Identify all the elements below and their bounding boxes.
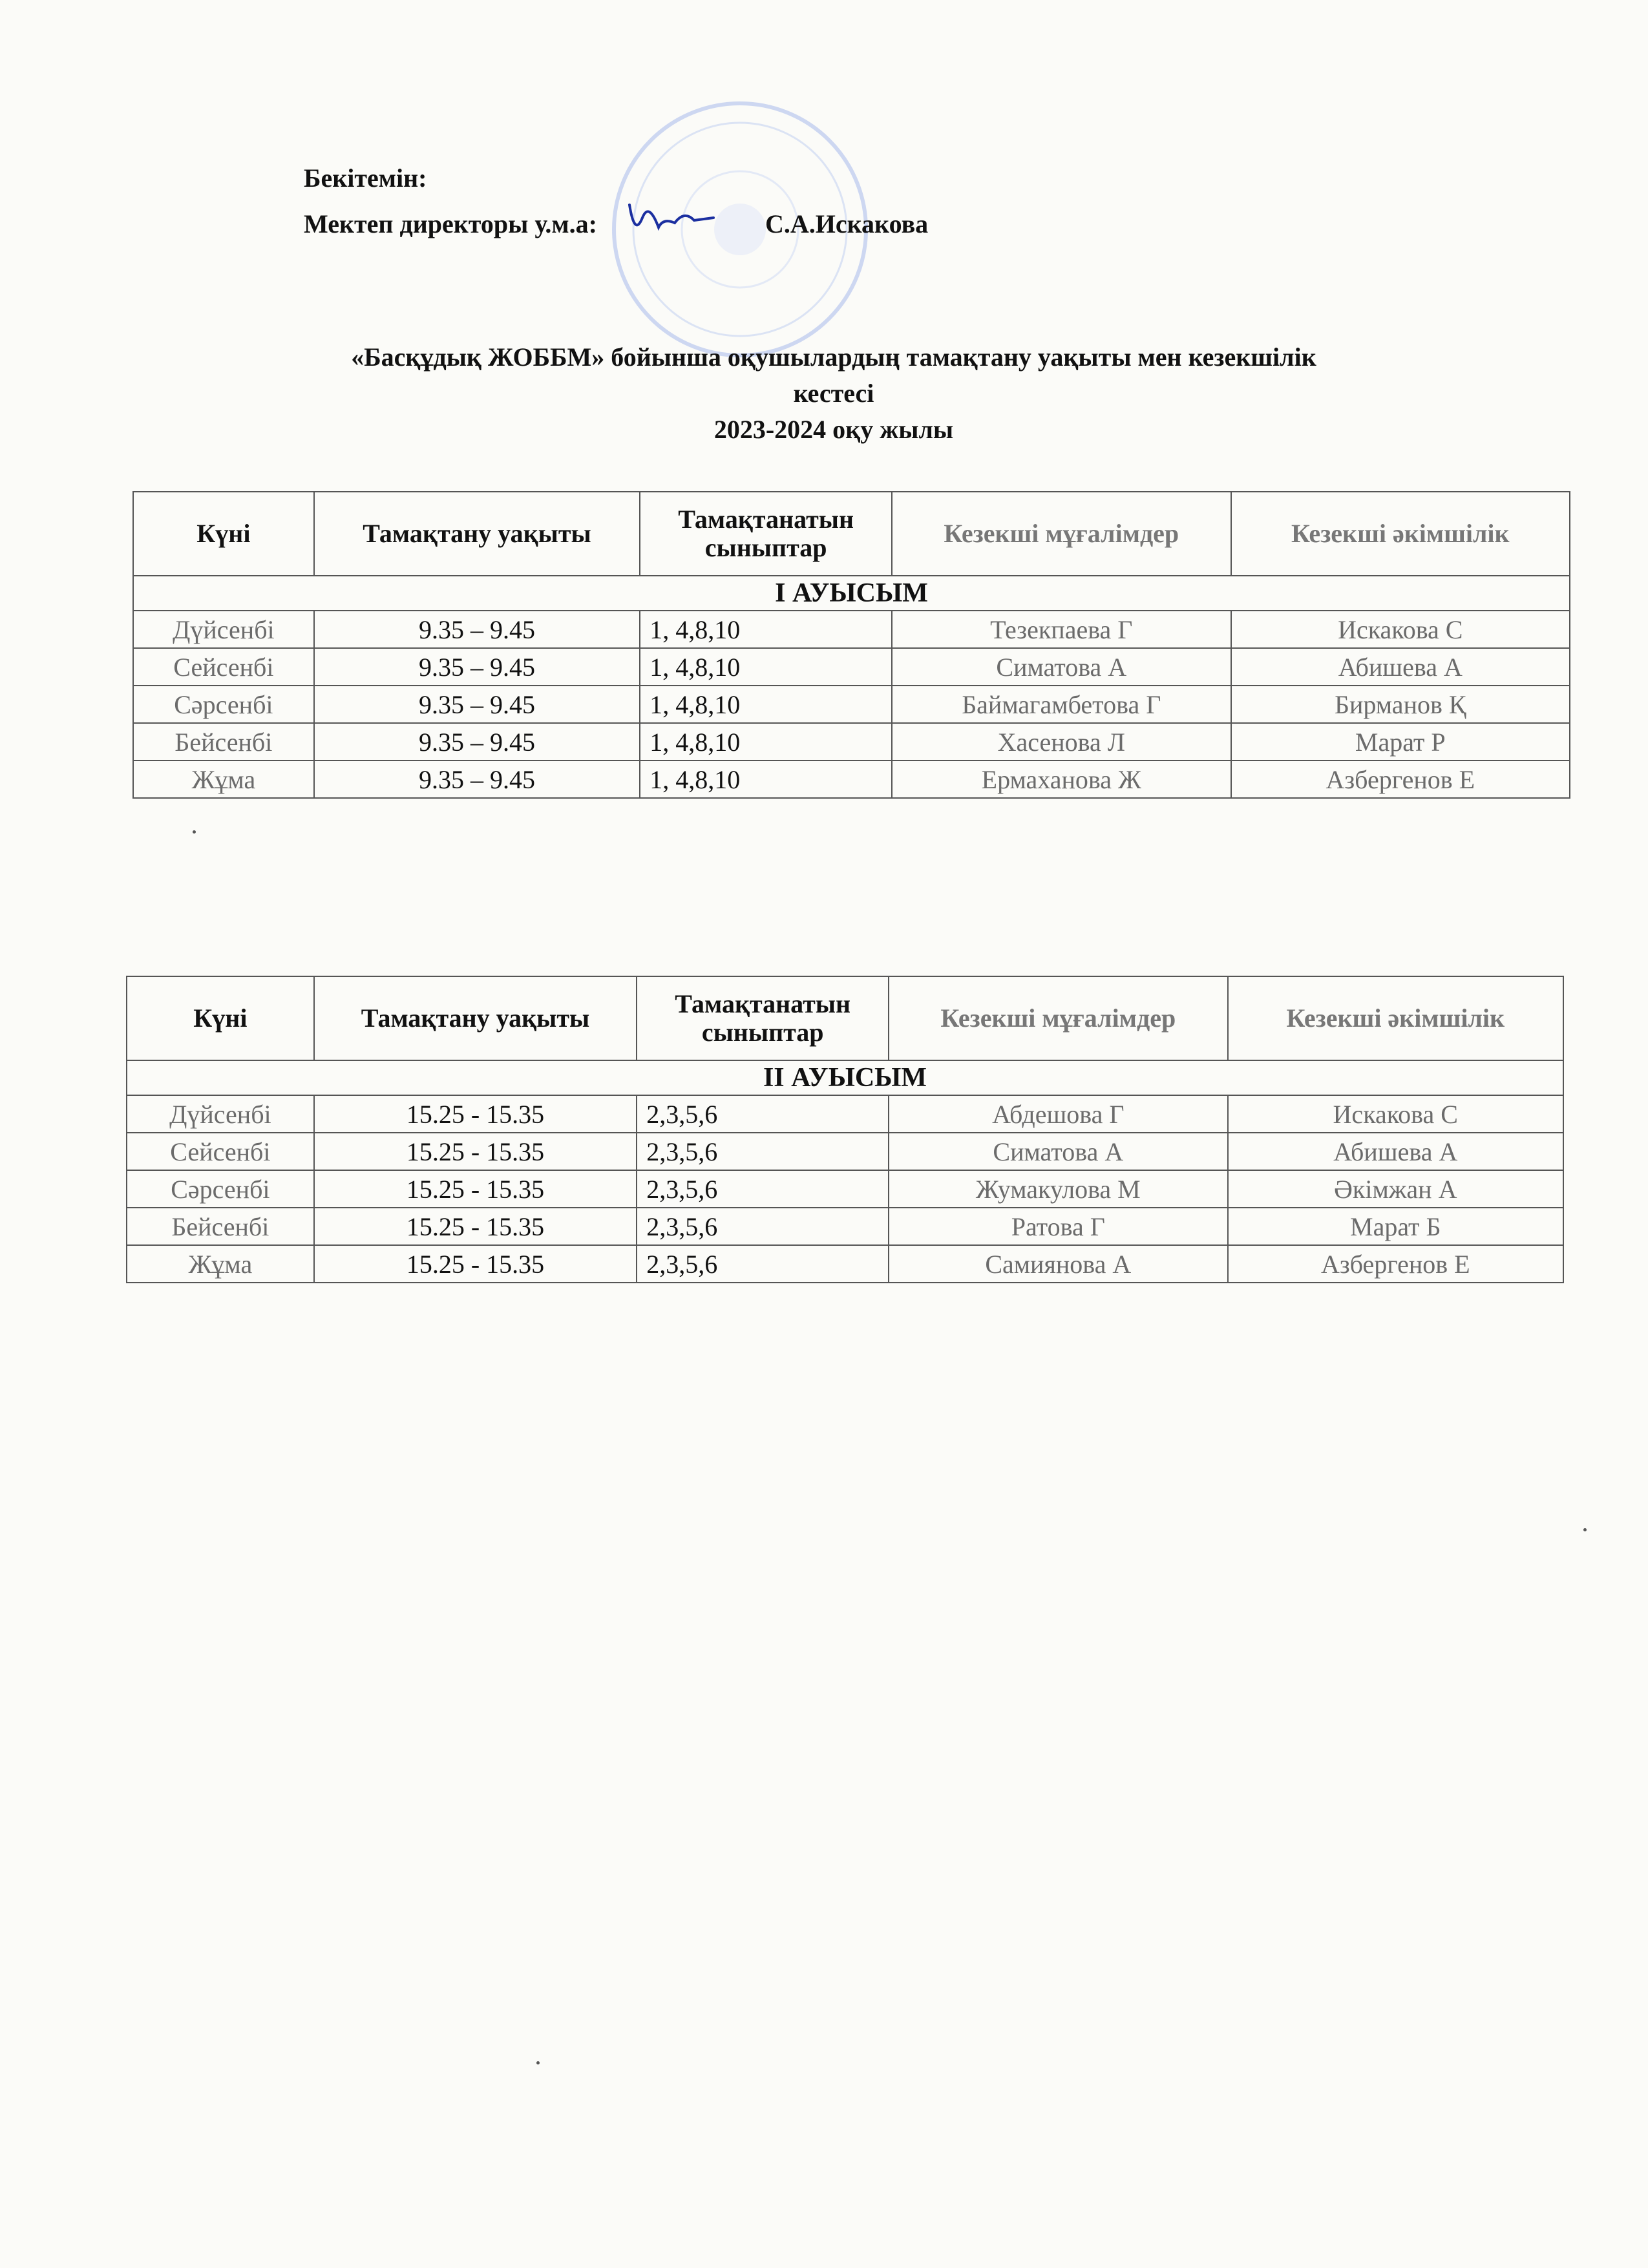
- cell-time: 9.35 – 9.45: [314, 761, 640, 798]
- cell-time: 15.25 - 15.35: [314, 1095, 637, 1133]
- cell-time: 9.35 – 9.45: [314, 723, 640, 761]
- cell-classes: 1, 4,8,10: [640, 648, 892, 686]
- cell-teacher: Ратова Г: [889, 1208, 1227, 1245]
- cell-time: 9.35 – 9.45: [314, 686, 640, 723]
- cell-day: Сәрсенбі: [127, 1170, 314, 1208]
- cell-classes: 1, 4,8,10: [640, 611, 892, 648]
- shift-label-row: [133, 576, 1570, 611]
- cell-admin: Бирманов Қ: [1231, 686, 1570, 723]
- col-teachers: Кезекші мұғалімдер: [889, 976, 1227, 1060]
- document-title: [129, 339, 1538, 448]
- cell-teacher: Симатова А: [892, 648, 1231, 686]
- approval-label: Бекітемін:: [304, 163, 427, 193]
- cell-time: 15.25 - 15.35: [314, 1245, 637, 1283]
- cell-classes: 2,3,5,6: [637, 1170, 889, 1208]
- table-row: [127, 1133, 1563, 1170]
- cell-teacher: Абдешова Г: [889, 1095, 1227, 1133]
- col-classes: Тамақтанатын сыныптар: [640, 492, 892, 576]
- cell-time: 15.25 - 15.35: [314, 1133, 637, 1170]
- cell-teacher: Ермаханова Ж: [892, 761, 1231, 798]
- cell-day: Бейсенбі: [133, 723, 314, 761]
- col-time: Тамақтану уақыты: [314, 976, 637, 1060]
- cell-classes: 1, 4,8,10: [640, 761, 892, 798]
- schedule-table-shift-1: [132, 491, 1570, 799]
- cell-admin: Әкімжан А: [1228, 1170, 1563, 1208]
- cell-admin: Абишева А: [1231, 648, 1570, 686]
- col-admin: Кезекші әкімшілік: [1231, 492, 1570, 576]
- cell-classes: 2,3,5,6: [637, 1133, 889, 1170]
- scan-speck: [1583, 1528, 1587, 1531]
- cell-admin: Азбергенов Е: [1231, 761, 1570, 798]
- title-line-1: «Басқұдық ЖОББМ» бойынша оқушылардың тамақтану уақыты мен кезекшілік: [351, 342, 1316, 372]
- col-classes: Тамақтанатын сыныптар: [637, 976, 889, 1060]
- cell-day: Жұма: [127, 1245, 314, 1283]
- schedule-table-shift-2: [126, 976, 1564, 1283]
- cell-day: Дүйсенбі: [127, 1095, 314, 1133]
- cell-time: 15.25 - 15.35: [314, 1170, 637, 1208]
- table-header: [127, 976, 1563, 1060]
- cell-admin: Марат Б: [1228, 1208, 1563, 1245]
- cell-day: Сәрсенбі: [133, 686, 314, 723]
- cell-classes: 2,3,5,6: [637, 1095, 889, 1133]
- cell-day: Бейсенбі: [127, 1208, 314, 1245]
- cell-admin: Абишева А: [1228, 1133, 1563, 1170]
- table-row: [127, 1170, 1563, 1208]
- table-row: [133, 761, 1570, 798]
- shift-label: ІІ АУЫСЫМ: [127, 1060, 1563, 1095]
- approval-block: [304, 158, 928, 250]
- cell-classes: 1, 4,8,10: [640, 723, 892, 761]
- cell-classes: 2,3,5,6: [637, 1245, 889, 1283]
- table-row: [127, 1245, 1563, 1283]
- cell-time: 9.35 – 9.45: [314, 648, 640, 686]
- cell-teacher: Симатова А: [889, 1133, 1227, 1170]
- cell-admin: Азбергенов Е: [1228, 1245, 1563, 1283]
- table-header: [133, 492, 1570, 576]
- cell-admin: Искакова С: [1228, 1095, 1563, 1133]
- table-row: [127, 1208, 1563, 1245]
- director-title: Мектеп директоры у.м.а:: [304, 209, 597, 238]
- table-row: [133, 686, 1570, 723]
- cell-teacher: Тезекпаева Г: [892, 611, 1231, 648]
- cell-admin: Искакова С: [1231, 611, 1570, 648]
- table-row: [127, 1095, 1563, 1133]
- col-day: Күні: [127, 976, 314, 1060]
- cell-teacher: Хасенова Л: [892, 723, 1231, 761]
- table-row: [133, 723, 1570, 761]
- col-teachers: Кезекші мұғалімдер: [892, 492, 1231, 576]
- cell-classes: 2,3,5,6: [637, 1208, 889, 1245]
- cell-teacher: Жумакулова М: [889, 1170, 1227, 1208]
- title-line-2: кестесі: [793, 379, 874, 408]
- scan-speck: [536, 2061, 540, 2064]
- table-row: [133, 648, 1570, 686]
- signature-icon: [623, 192, 720, 244]
- cell-admin: Марат Р: [1231, 723, 1570, 761]
- cell-day: Сейсенбі: [133, 648, 314, 686]
- cell-day: Дүйсенбі: [133, 611, 314, 648]
- col-day: Күні: [133, 492, 314, 576]
- director-name: С.А.Искакова: [765, 209, 929, 238]
- shift-label-row: [127, 1060, 1563, 1095]
- col-time: Тамақтану уақыты: [314, 492, 640, 576]
- scan-speck: [193, 830, 196, 834]
- cell-time: 9.35 – 9.45: [314, 611, 640, 648]
- title-line-3: 2023-2024 оқу жылы: [713, 415, 954, 444]
- cell-classes: 1, 4,8,10: [640, 686, 892, 723]
- col-admin: Кезекші әкімшілік: [1228, 976, 1563, 1060]
- cell-day: Сейсенбі: [127, 1133, 314, 1170]
- cell-teacher: Баймагамбетова Г: [892, 686, 1231, 723]
- table-row: [133, 611, 1570, 648]
- cell-teacher: Самиянова А: [889, 1245, 1227, 1283]
- shift-label: І АУЫСЫМ: [133, 576, 1570, 611]
- cell-time: 15.25 - 15.35: [314, 1208, 637, 1245]
- cell-day: Жұма: [133, 761, 314, 798]
